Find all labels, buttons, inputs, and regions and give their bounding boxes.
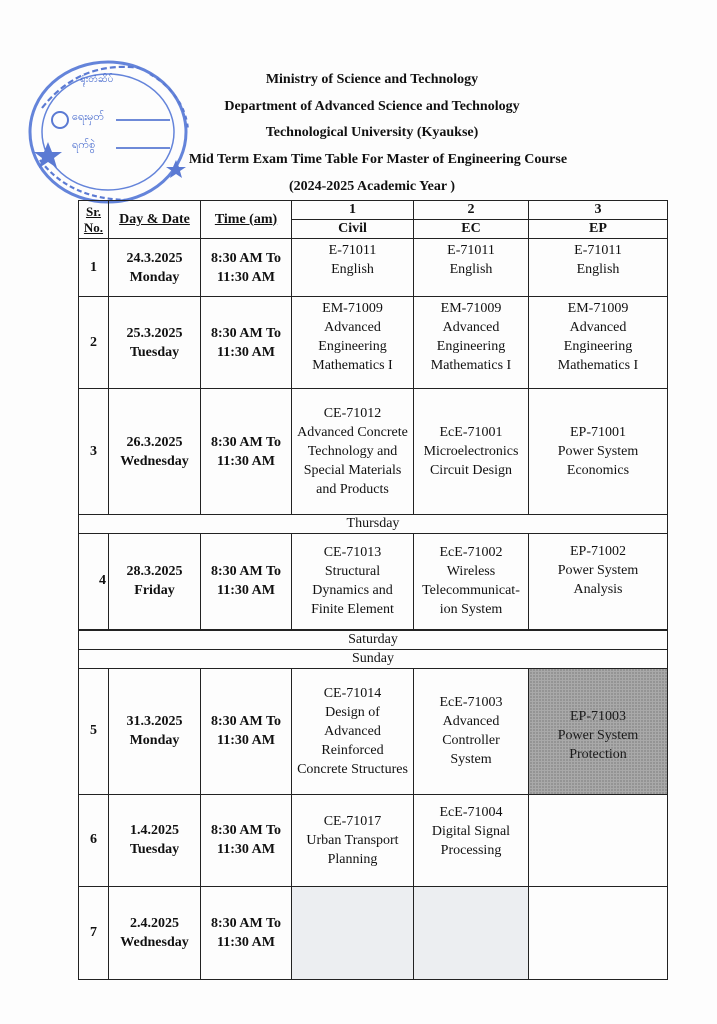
civil-subject: CE-71012 Advanced Concrete Technology and Special Materials and Products	[292, 389, 414, 515]
row-date: 28.3.2025 Friday	[109, 534, 201, 630]
column-number-1: 1	[292, 201, 414, 220]
ec-subject: EcE-71001 Microelectronics Circuit Design	[414, 389, 529, 515]
table-row	[79, 534, 668, 630]
column-number-3: 3	[529, 201, 668, 220]
ec-subject: EcE-71003 Advanced Controller System	[414, 668, 529, 794]
break-row-saturday	[79, 630, 668, 650]
row-time: 8:30 AM To 11:30 AM	[201, 389, 292, 515]
break-row-thursday	[79, 515, 668, 534]
university-heading: Technological University (Kyaukse)	[265, 125, 479, 140]
row-time: 8:30 AM To 11:30 AM	[201, 794, 292, 886]
stamp-line-2: ရက်စွဲ	[72, 138, 96, 151]
break-row-sunday	[79, 649, 668, 668]
row-date: 2.4.2025 Wednesday	[109, 886, 201, 979]
ep-subject-empty	[529, 886, 668, 979]
sr-no-header: Sr. No.	[79, 201, 109, 239]
civil-subject: CE-71013 Structural Dynamics and Finite Element	[292, 534, 414, 630]
ep-subject-empty	[529, 794, 668, 886]
ep-subject: E-71011 English	[529, 239, 668, 297]
exam-timetable	[78, 200, 668, 980]
ec-subject: EcE-71002 Wireless Telecommunicat- ion System	[414, 534, 529, 630]
row-number: 6	[79, 794, 109, 886]
ep-subject: EM-71009 Advanced Engineering Mathematics I	[529, 297, 668, 389]
department-heading: Department of Advanced Science and Technology	[224, 99, 520, 114]
day-date-header: Day & Date	[109, 201, 201, 239]
break-label: Sunday	[79, 649, 668, 668]
ec-subject-empty	[414, 886, 529, 979]
ep-subject: EP-71002 Power System Analysis	[529, 534, 668, 630]
table-row	[79, 239, 668, 297]
break-label: Thursday	[79, 515, 668, 534]
row-time: 8:30 AM To 11:30 AM	[201, 239, 292, 297]
ec-subject: E-71011 English	[414, 239, 529, 297]
header-row-numbers	[79, 201, 668, 220]
break-label: Saturday	[79, 630, 668, 650]
row-number: 7	[79, 886, 109, 979]
row-date: 1.4.2025 Tuesday	[109, 794, 201, 886]
row-number: 1	[79, 239, 109, 297]
civil-subject: EM-71009 Advanced Engineering Mathematics I	[292, 297, 414, 389]
ministry-heading: Ministry of Science and Technology	[265, 72, 479, 87]
row-date: 26.3.2025 Wednesday	[109, 389, 201, 515]
row-time: 8:30 AM To 11:30 AM	[201, 886, 292, 979]
table-row	[79, 297, 668, 389]
row-time: 8:30 AM To 11:30 AM	[201, 297, 292, 389]
row-number: 5	[79, 668, 109, 794]
civil-subject: CE-71014 Design of Advanced Reinforced Concrete Structures	[292, 668, 414, 794]
column-ep: EP	[529, 220, 668, 239]
table-row	[79, 794, 668, 886]
table-row	[79, 389, 668, 515]
row-number: 2	[79, 297, 109, 389]
ec-subject: EcE-71004 Digital Signal Processing	[414, 794, 529, 886]
table-row	[79, 668, 668, 794]
row-number: 4	[79, 534, 109, 630]
column-ec: EC	[414, 220, 529, 239]
timetable-title: Mid Term Exam Time Table For Master of Engineering Course	[188, 152, 568, 167]
stamp-ring-text: ရုံးတံဆိပ်	[80, 74, 114, 85]
row-number: 3	[79, 389, 109, 515]
academic-year: (2024-2025 Academic Year )	[288, 179, 456, 194]
column-civil: Civil	[292, 220, 414, 239]
table-row	[79, 886, 668, 979]
column-number-2: 2	[414, 201, 529, 220]
civil-subject-empty	[292, 886, 414, 979]
row-time: 8:30 AM To 11:30 AM	[201, 534, 292, 630]
ep-subject-shaded: EP-71003 Power System Protection	[529, 668, 668, 794]
ep-subject: EP-71001 Power System Economics	[529, 389, 668, 515]
civil-subject: E-71011 English	[292, 239, 414, 297]
ec-subject: EM-71009 Advanced Engineering Mathematics I	[414, 297, 529, 389]
row-date: 25.3.2025 Tuesday	[109, 297, 201, 389]
row-date: 31.3.2025 Monday	[109, 668, 201, 794]
row-time: 8:30 AM To 11:30 AM	[201, 668, 292, 794]
civil-subject: CE-71017 Urban Transport Planning	[292, 794, 414, 886]
stamp-line-1: ရေးမှတ်	[72, 110, 105, 123]
row-date: 24.3.2025 Monday	[109, 239, 201, 297]
time-header: Time (am)	[201, 201, 292, 239]
